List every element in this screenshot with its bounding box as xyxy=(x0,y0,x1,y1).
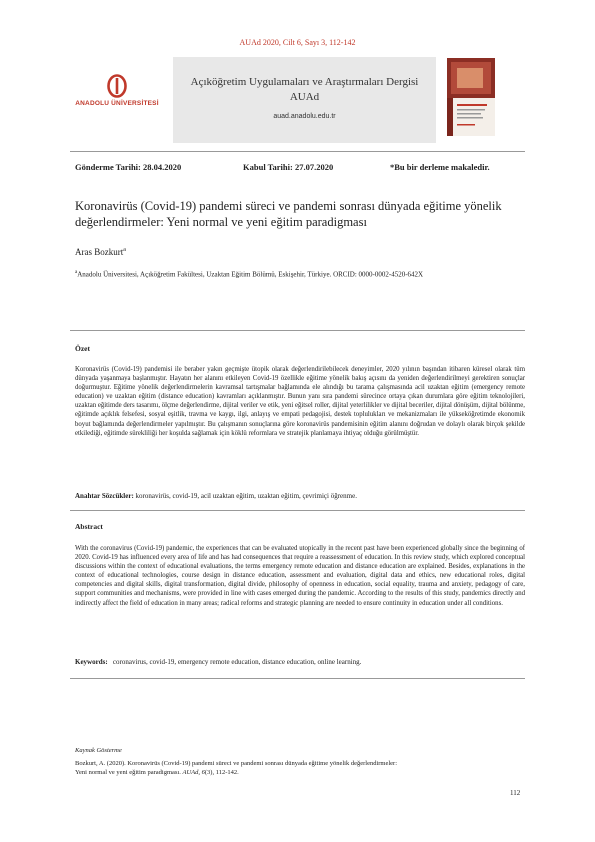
citation-heading: Kaynak Gösterme xyxy=(75,747,122,754)
acceptance-date: Kabul Tarihi: 27.07.2020 xyxy=(243,162,334,172)
ozet-keywords-label: Anahtar Sözcükler: xyxy=(75,492,134,500)
citation-issue-pages: (3), 112-142. xyxy=(204,769,239,776)
abstract-heading: Abstract xyxy=(75,522,103,531)
abstract-body: With the coronavirus (Covid-19) pandemic, the experiences that can be evaluated utopically in the recent past have been experienced globally since the beginning of 2020. Covid-19 has influenced every area of life and has had consequences that require a reassessment of education. In this review study, which explored conceptual discussions within the context of educational evaluations, the terms emergency remote education and distance education are explained. Besides, explanations in the context of educational technologies, course design in distance education, assessment and evaluation, digital data and ethics, new educational roles, digital competencies and digital skills, digital transformation, digital divide, philosophy of openness in education, social equality, trauma and anxiety, pedagogy of care, support communities and mechanisms, were provided in line with cases emerged during the pandemic. According to the results of this study, pandemics directly and indirectly affect the field of education in many areas; radical reforms and strategic planning are needed to ensure continuity in education under all conditions. xyxy=(75,545,525,607)
citation-line2 xyxy=(75,768,525,777)
citation xyxy=(75,759,525,777)
citation-line1: Bozkurt, A. (2020). Koronavirüs (Covid-19) pandemi süreci ve pandemi sonrası dünyada eğitime yönelik değerlendirmeler: xyxy=(75,760,398,767)
header-rule xyxy=(70,151,525,152)
abstract-top-rule xyxy=(70,510,525,511)
affiliation-text: Anadolu Üniversitesi, Açıköğretim Fakültesi, Uzaktan Eğitim Bölümü, Eskişehir, Türkiye. ORCID: 0000-0002-4520-642X xyxy=(77,270,424,279)
abstract-bottom-rule xyxy=(70,678,525,679)
journal-header-box xyxy=(173,57,436,143)
citation-title-tail: Yeni normal ve yeni eğitim paradigması. xyxy=(75,769,183,776)
logo-text: ANADOLU ÜNİVERSİTESİ xyxy=(75,100,159,107)
article-type: *Bu bir derleme makaledir. xyxy=(390,162,490,172)
article-title: Koronavirüs (Covid-19) pandemi süreci ve pandemi sonrası dünyada eğitime yönelik değerlendirmeler: Yeni normal ve yeni eğitim paradigması xyxy=(75,199,502,229)
page-number: 112 xyxy=(510,789,521,797)
anadolu-logo-icon xyxy=(106,74,128,98)
ozet-heading: Özet xyxy=(75,344,90,353)
abstract-keywords-list: coronavirus, covid-19, emergency remote education, distance education, online learning. xyxy=(112,658,362,666)
citation-journal: AUAd, 6 xyxy=(182,769,205,776)
author-name: Aras Bozkurt xyxy=(75,247,124,257)
running-head: AUAd 2020, Cilt 6, Sayı 3, 112-142 xyxy=(239,38,356,47)
journal-title-line2: AUAd xyxy=(289,91,320,103)
author-mark: a xyxy=(123,247,126,253)
affiliation xyxy=(75,270,545,278)
ozet-body: Koronavirüs (Covid-19) pandemisi ile beraber yakın geçmişte ütopik olarak değerlendirilebilecek deneyimler, 2020 yılının başından itibaren küresel olarak tüm dünyada yaşanmaya başlanmıştır. Hayatın her alanını etkileyen Covid-19 özellikle eğitime yönelik bakış açısını da yeniden değerlendirilmeyi gerektiren sonuçlar doğurmuştur. Eğitime yönelik değerlendirmelerin kavramsal tartışmalar bağlamında ele alındığı bu tarama çalışmasında acil uzaktan eğitim (emergency remote education) ve uzaktan eğitim (distance education) kavramları açıklanmıştır. Bunun yanı sıra pandemi sürecince ortaya çıkan durumlara göre eğitim teknolojileri, uzaktan eğitimde ders tasarımı, ölçme değerlendirme, dijital veriler ve etik, yeni eğitsel roller, dijital yeterlilikler ve dijital beceriler, dijital dönüşüm, dijital bölünme, eğitimde açıklık felsefesi, sosyal eşitlik, travma ve kaygı, ilgi, anlayış ve empati pedagojisi, destek toplulukları ve mekanizmaları ile yükseköğretimde ekonomik boyut bağlamında değerlendirmeler yapılmıştır. Bu çalışmanın sonuçlarına göre koronavirüs pandemisinin eğitim alanını doğrudan ve dolaylı olarak birçok şekilde etkilediği, eğitimde sürekliliği her koşulda sağlamak için köklü reformlara ve stratejik planlamaya ihtiyaç olduğu görülmüştür. xyxy=(75,366,525,437)
ozet-keywords-list: koronavirüs, covid-19, acil uzaktan eğitim, uzaktan eğitim, çevrimiçi öğrenme. xyxy=(135,492,357,500)
abstract-keywords xyxy=(75,658,525,666)
anadolu-logo xyxy=(62,74,172,114)
journal-title xyxy=(173,75,436,105)
ozet-top-rule xyxy=(70,330,525,331)
abstract-keywords-label: Keywords: xyxy=(75,658,108,666)
journal-cover-image xyxy=(447,58,495,136)
submission-date: Gönderme Tarihi: 28.04.2020 xyxy=(75,162,182,172)
affiliation-mark: a xyxy=(75,270,78,275)
ozet-keywords xyxy=(75,492,525,500)
author xyxy=(75,247,126,257)
journal-title-line1: Açıköğretim Uygulamaları ve Araştırmaları Dergisi xyxy=(190,76,419,88)
journal-url[interactable]: auad.anadolu.edu.tr xyxy=(273,113,336,120)
